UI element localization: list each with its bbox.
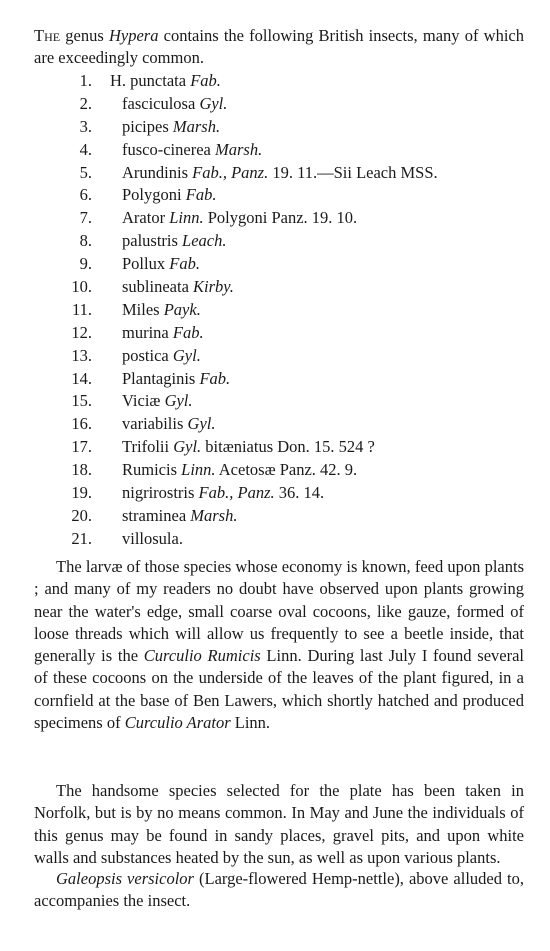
species-number: 20. [71, 505, 92, 525]
species-number: 7. [79, 208, 92, 228]
species-authority: Gyl. [173, 437, 202, 457]
species-number: 3. [79, 116, 92, 136]
species-number: 1. [79, 71, 92, 90]
species-number: 12. [71, 322, 92, 342]
species-entry [122, 184, 216, 207]
species-name: Viciæ [122, 391, 161, 411]
species-authority: Linn. [181, 460, 216, 480]
species-authority: Kirby. [193, 277, 234, 297]
species-name: murina [122, 322, 169, 342]
species-authority: Gyl. [199, 93, 228, 113]
species-name: H. punctata [110, 71, 187, 90]
species-entry [122, 276, 234, 299]
species-number: 15. [71, 391, 92, 411]
species-name: picipes [122, 116, 169, 136]
species-italic-arator: Curculio Arator [124, 713, 231, 733]
list-item [0, 139, 550, 162]
species-name: postica [122, 345, 169, 365]
species-authority: Gyl. [172, 345, 201, 365]
species-entry [122, 368, 230, 391]
species-name: Plantaginis [122, 368, 196, 388]
plant-text: (Large-flowered Hemp-nettle), above alluded to, accompanies the insect. [34, 869, 524, 911]
list-item [0, 413, 550, 436]
species-name: Pollux [122, 254, 166, 274]
species-authority: Gyl. [187, 414, 216, 434]
species-authority: Fab. [169, 254, 200, 274]
species-authority: Fab. [190, 71, 221, 90]
intro-text-b: contains the following British insects, many of which are exceedingly common. [34, 26, 524, 68]
species-number: 17. [71, 437, 92, 457]
species-name: palustris [122, 231, 178, 251]
list-item [0, 390, 550, 413]
list-item [0, 162, 550, 185]
species-synonym: 36. 14. [278, 483, 325, 503]
species-authority: Fab. [172, 322, 204, 342]
species-number: 6. [79, 185, 92, 205]
species-authority: Marsh. [214, 139, 263, 159]
list-item [0, 436, 550, 459]
species-name: Polygoni [122, 185, 182, 205]
species-synonym: Acetosæ Panz. 42. 9. [218, 460, 358, 480]
genus-name: Hypera [108, 26, 159, 45]
species-list [0, 70, 550, 551]
species-synonym: bitæniatus Don. 15. 524 ? [205, 437, 375, 457]
intro-text-a: genus [60, 26, 109, 45]
species-number: 9. [79, 254, 92, 274]
larvae-text-b: Linn. During last July I found several of these cocoons on the underside of the leaves of the plant figured, in a cornfield at the base of Ben Lawers, which shortly hatched and produced specimens of [34, 646, 524, 733]
species-number: 14. [71, 368, 92, 388]
species-entry [122, 345, 201, 368]
list-item [0, 230, 550, 253]
list-item [0, 70, 550, 93]
species-number: 19. [71, 483, 92, 503]
list-item [0, 505, 550, 528]
species-authority: Marsh. [172, 116, 221, 136]
list-item [0, 276, 550, 299]
species-number: 13. [71, 345, 92, 365]
species-entry [122, 116, 220, 139]
plant-paragraph [34, 868, 524, 913]
larvae-paragraph [34, 556, 524, 734]
intro-lead-word: The [34, 26, 61, 45]
list-item [0, 528, 550, 551]
species-entry [122, 482, 324, 505]
species-number: 16. [71, 414, 92, 434]
species-entry [122, 207, 357, 230]
list-item [0, 207, 550, 230]
plant-name: Galeopsis versicolor [56, 869, 194, 888]
species-authority: Marsh. [190, 505, 238, 525]
species-entry [122, 299, 201, 322]
species-authority: Gyl. [164, 391, 193, 411]
species-entry [122, 93, 227, 116]
list-item [0, 184, 550, 207]
habitat-paragraph [34, 780, 524, 869]
list-item [0, 253, 550, 276]
species-number: 10. [71, 277, 92, 297]
species-entry [122, 413, 215, 436]
species-entry [122, 139, 262, 162]
species-entry [122, 436, 375, 459]
species-number: 2. [79, 93, 92, 113]
species-number: 11. [71, 299, 92, 319]
species-authority: Fab. [199, 368, 231, 388]
species-number: 5. [79, 162, 92, 182]
species-entry [122, 390, 193, 413]
larvae-text-a: The larvæ of those species whose economy is known, feed upon plants ; and many of my readers no doubt have observed upon plants growing near the water's edge, small coarse oval cocoons, like gauze, formed of loose threads which will allow us frequently to see a beetle inside, that generally is the [34, 557, 524, 666]
species-entry [110, 70, 221, 93]
species-authority: Fab., Panz. [192, 162, 269, 182]
species-name: Arundinis [122, 162, 188, 182]
species-synonym: 19. 11.—Sii Leach MSS. [272, 162, 438, 182]
list-item [0, 459, 550, 482]
species-name: fusco-cinerea [122, 139, 211, 159]
species-name: sublineata [122, 277, 189, 297]
list-item [0, 368, 550, 391]
species-number: 18. [71, 460, 92, 480]
species-entry [122, 253, 200, 276]
species-synonym: Polygoni Panz. 19. 10. [207, 208, 358, 228]
species-name: Miles [122, 299, 160, 319]
species-number: 21. [71, 528, 92, 548]
list-item [0, 116, 550, 139]
list-item [0, 345, 550, 368]
species-authority: Linn. [169, 208, 204, 228]
species-authority: Leach. [182, 231, 227, 251]
species-entry [122, 459, 357, 482]
larvae-text-c: Linn. [230, 713, 271, 733]
list-item [0, 482, 550, 505]
species-name: Arator [122, 208, 166, 228]
species-name: nigrirostris [122, 483, 195, 503]
species-entry [122, 162, 438, 185]
species-number: 8. [79, 231, 92, 251]
species-name: Rumicis [122, 460, 178, 480]
species-entry [122, 322, 204, 345]
species-name: Trifolii [122, 437, 170, 457]
list-item [0, 322, 550, 345]
species-authority: Fab., Panz. [198, 483, 275, 503]
species-entry [122, 505, 237, 528]
species-entry [122, 528, 183, 551]
habitat-text: The handsome species selected for the plate has been taken in Norfolk, but is by no means common. In May and June the individuals of this genus may be found in sandy places, gravel pits, and upon white walls and substances heated by the sun, as well as upon various plants. [34, 781, 524, 867]
species-entry [122, 230, 227, 253]
species-italic-rumicis: Curculio Rumicis [143, 646, 261, 666]
species-authority: Fab. [185, 185, 217, 205]
species-name: variabilis [122, 414, 184, 434]
intro-paragraph [34, 25, 524, 70]
species-name: villosula. [122, 528, 183, 548]
list-item [0, 299, 550, 322]
list-item [0, 93, 550, 116]
species-name: fasciculosa [122, 93, 196, 113]
species-authority: Payk. [163, 299, 201, 319]
species-name: straminea [122, 505, 187, 525]
species-number: 4. [79, 139, 92, 159]
